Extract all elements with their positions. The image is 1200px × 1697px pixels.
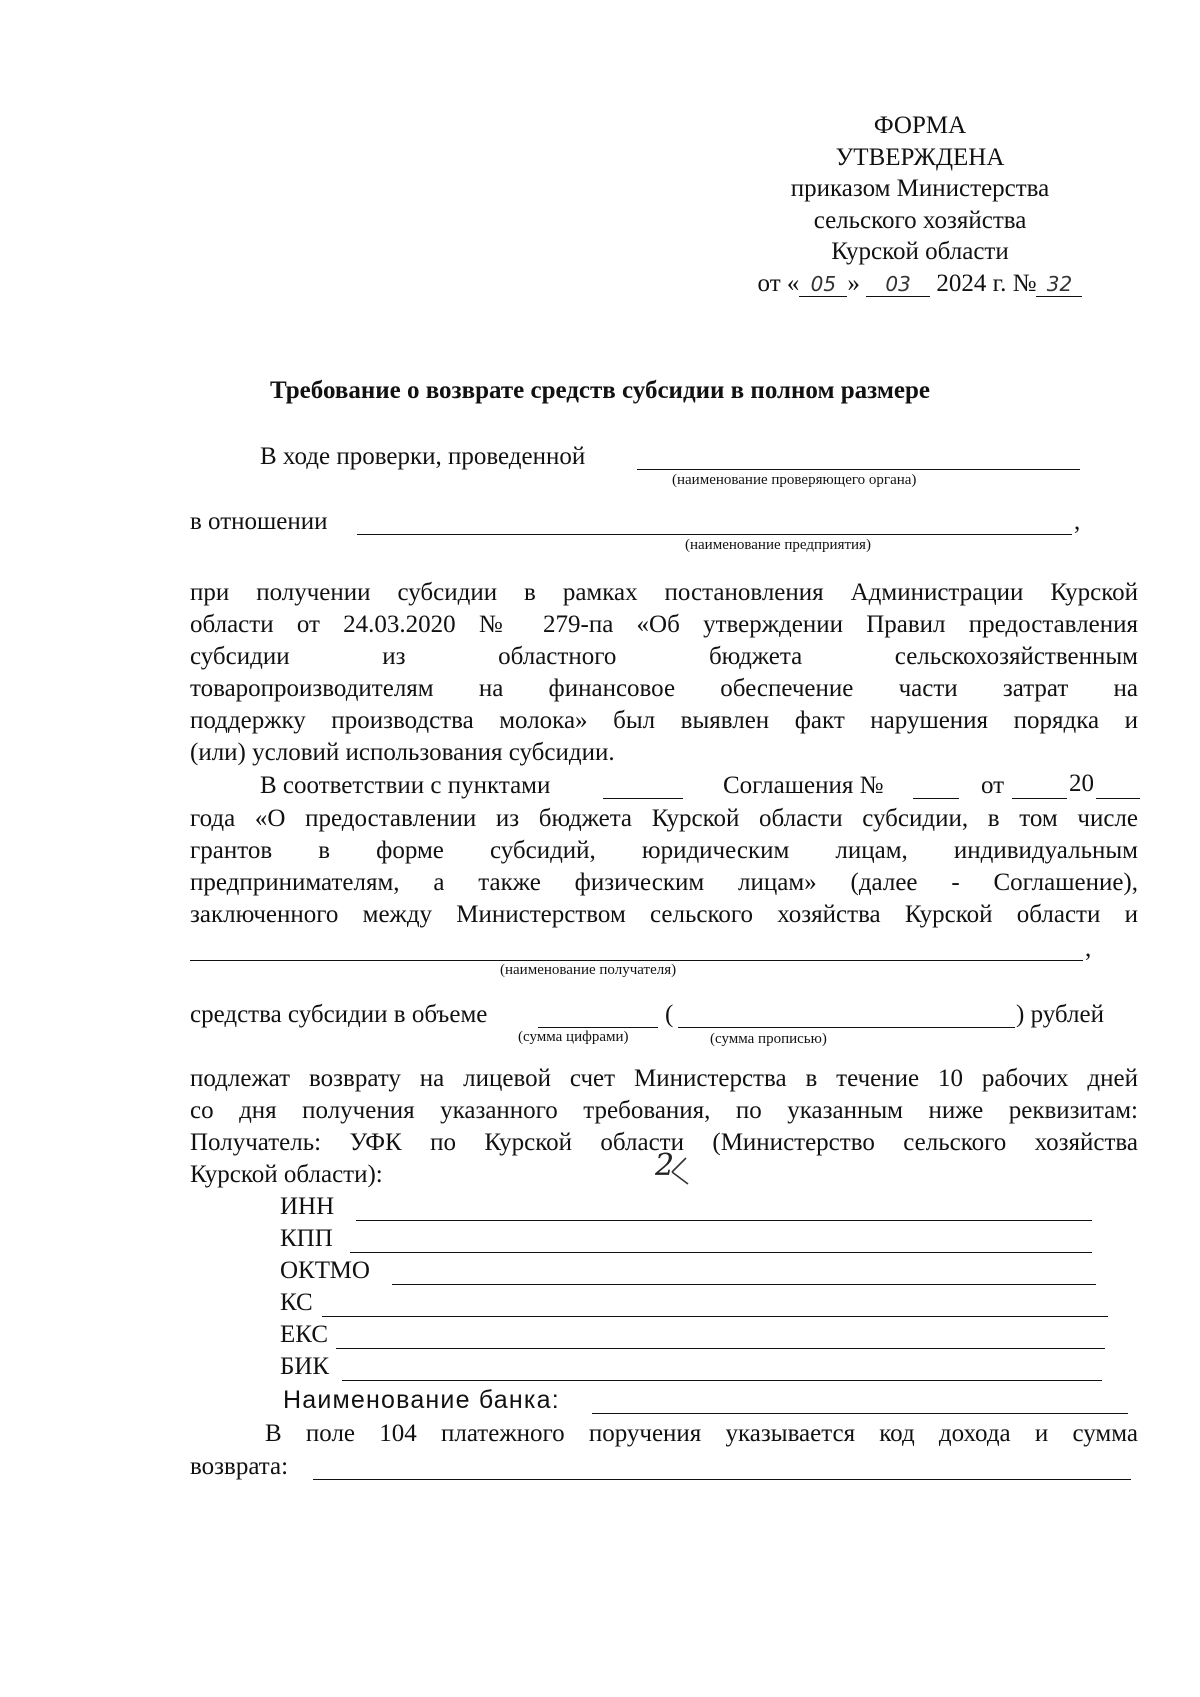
inspection-body-caption: (наименование проверяющего органа) (672, 472, 917, 488)
paragraph-line: со дня получения указанного требования, по указанным ниже реквизитам: (190, 1097, 1138, 1124)
date-year: 2024 г. № (936, 269, 1037, 297)
date-prefix: от « (757, 269, 800, 297)
ks-label: КС (280, 1289, 313, 1316)
bik-field[interactable] (342, 1380, 1102, 1381)
amount-open-paren: ( (665, 1001, 674, 1028)
paragraph-agreement (190, 803, 1138, 931)
paragraph-violation (190, 577, 1138, 769)
recipient-trail: , (1085, 935, 1092, 962)
approval-date-line (700, 268, 1140, 300)
enterprise-caption: (наименование предприятия) (685, 537, 871, 553)
recipient-caption: (наименование получателя) (500, 962, 677, 978)
paragraph-line: Получатель: УФК по Курской области (Министерство сельского хозяйства (190, 1129, 1138, 1156)
amount-words-caption: (сумма прописью) (710, 1031, 827, 1047)
page-title: Требование о возврате средств субсидии в полном размере (270, 377, 930, 404)
amount-digits-field[interactable] (538, 1027, 658, 1028)
return-field[interactable] (313, 1479, 1131, 1480)
bank-name-label: Наименование банка: (283, 1386, 560, 1414)
paragraph-line: поддержку производства молока» был выявлен факт нарушения порядка и (190, 707, 1138, 734)
agreement-from-label: от (981, 772, 1005, 799)
approval-block (700, 110, 1140, 299)
paragraph-line: (или) условий использования субсидии. (190, 739, 615, 766)
inn-label: ИНН (280, 1193, 335, 1220)
paragraph-line: подлежат возврату на лицевой счет Министерства в течение 10 рабочих дней (190, 1065, 1138, 1092)
kpp-label: КПП (280, 1225, 333, 1252)
inspection-lead: В ходе проверки, проведенной (260, 443, 586, 470)
approval-region-line: Курской области (831, 238, 1009, 265)
paragraph-line: товаропроизводителям на финансовое обеспечение части затрат на (190, 675, 1138, 702)
agreement-year-prefix: 20 (1069, 770, 1094, 797)
paragraph-line: Курской области): (190, 1161, 383, 1188)
paragraph-line: при получении субсидии в рамках постановления Администрации Курской (190, 579, 1138, 606)
subject-lead: в отношении (190, 508, 328, 535)
return-label: возврата: (190, 1453, 289, 1480)
paragraph-line: предпринимателям, а также физическим лицам» (далее - Соглашение), (190, 869, 1138, 896)
paragraph-line: грантов в форме субсидий, юридическим лицам, индивидуальным (190, 837, 1138, 864)
approval-ministry-line: сельского хозяйства (813, 206, 1027, 234)
amount-digits-caption: (сумма цифрами) (518, 1029, 629, 1045)
agreement-label: Соглашения № (723, 772, 884, 799)
page-check-mark-icon (650, 1150, 690, 1190)
order-number: 32 (1036, 272, 1082, 297)
paragraph-line: области от 24.03.2020 № 279-па «Об утверждении Правил предоставления (190, 611, 1138, 638)
agreement-number-field[interactable] (913, 798, 959, 799)
eks-field[interactable] (336, 1348, 1105, 1349)
enterprise-field[interactable] (357, 534, 1072, 535)
bik-label: БИК (280, 1353, 330, 1380)
paragraph-line: года «О предоставлении из бюджета Курской области субсидии, в том числе (190, 805, 1138, 832)
date-day: 05 (799, 272, 847, 297)
approval-order-line: приказом Министерства (790, 175, 1050, 202)
recipient-field[interactable] (190, 960, 1083, 961)
kpp-field[interactable] (350, 1252, 1092, 1253)
agreement-items-field[interactable] (603, 798, 683, 799)
approval-approved-label: УТВЕРЖДЕНА (835, 143, 1005, 171)
amount-close-label: ) рублей (1016, 1001, 1104, 1028)
amount-words-field[interactable] (678, 1027, 1015, 1028)
page-number: 2 (655, 1148, 675, 1183)
oktmo-label: ОКТМО (280, 1257, 370, 1284)
amount-lead: средства субсидии в объеме (190, 1001, 488, 1028)
eks-label: ЕКС (280, 1321, 328, 1348)
oktmo-field[interactable] (392, 1284, 1096, 1285)
approval-form-label: ФОРМА (873, 112, 967, 139)
bank-name-field[interactable] (592, 1413, 1128, 1414)
date-mid: » (847, 269, 860, 297)
ks-field[interactable] (322, 1316, 1108, 1317)
paragraph-line: субсидии из областного бюджета сельскохозяйственным (190, 643, 1138, 670)
inspection-body-field[interactable] (637, 469, 1080, 470)
paragraph-field104 (190, 1418, 1138, 1450)
subject-trail: , (1074, 508, 1081, 535)
agreement-lead: В соответствии с пунктами (260, 772, 551, 799)
inn-field[interactable] (356, 1220, 1092, 1221)
date-month: 03 (866, 272, 930, 297)
paragraph-line: заключенного между Министерством сельского хозяйства Курской области и (190, 901, 1138, 928)
paragraph-line: В поле 104 платежного поручения указывается код дохода и сумма (265, 1420, 1138, 1447)
